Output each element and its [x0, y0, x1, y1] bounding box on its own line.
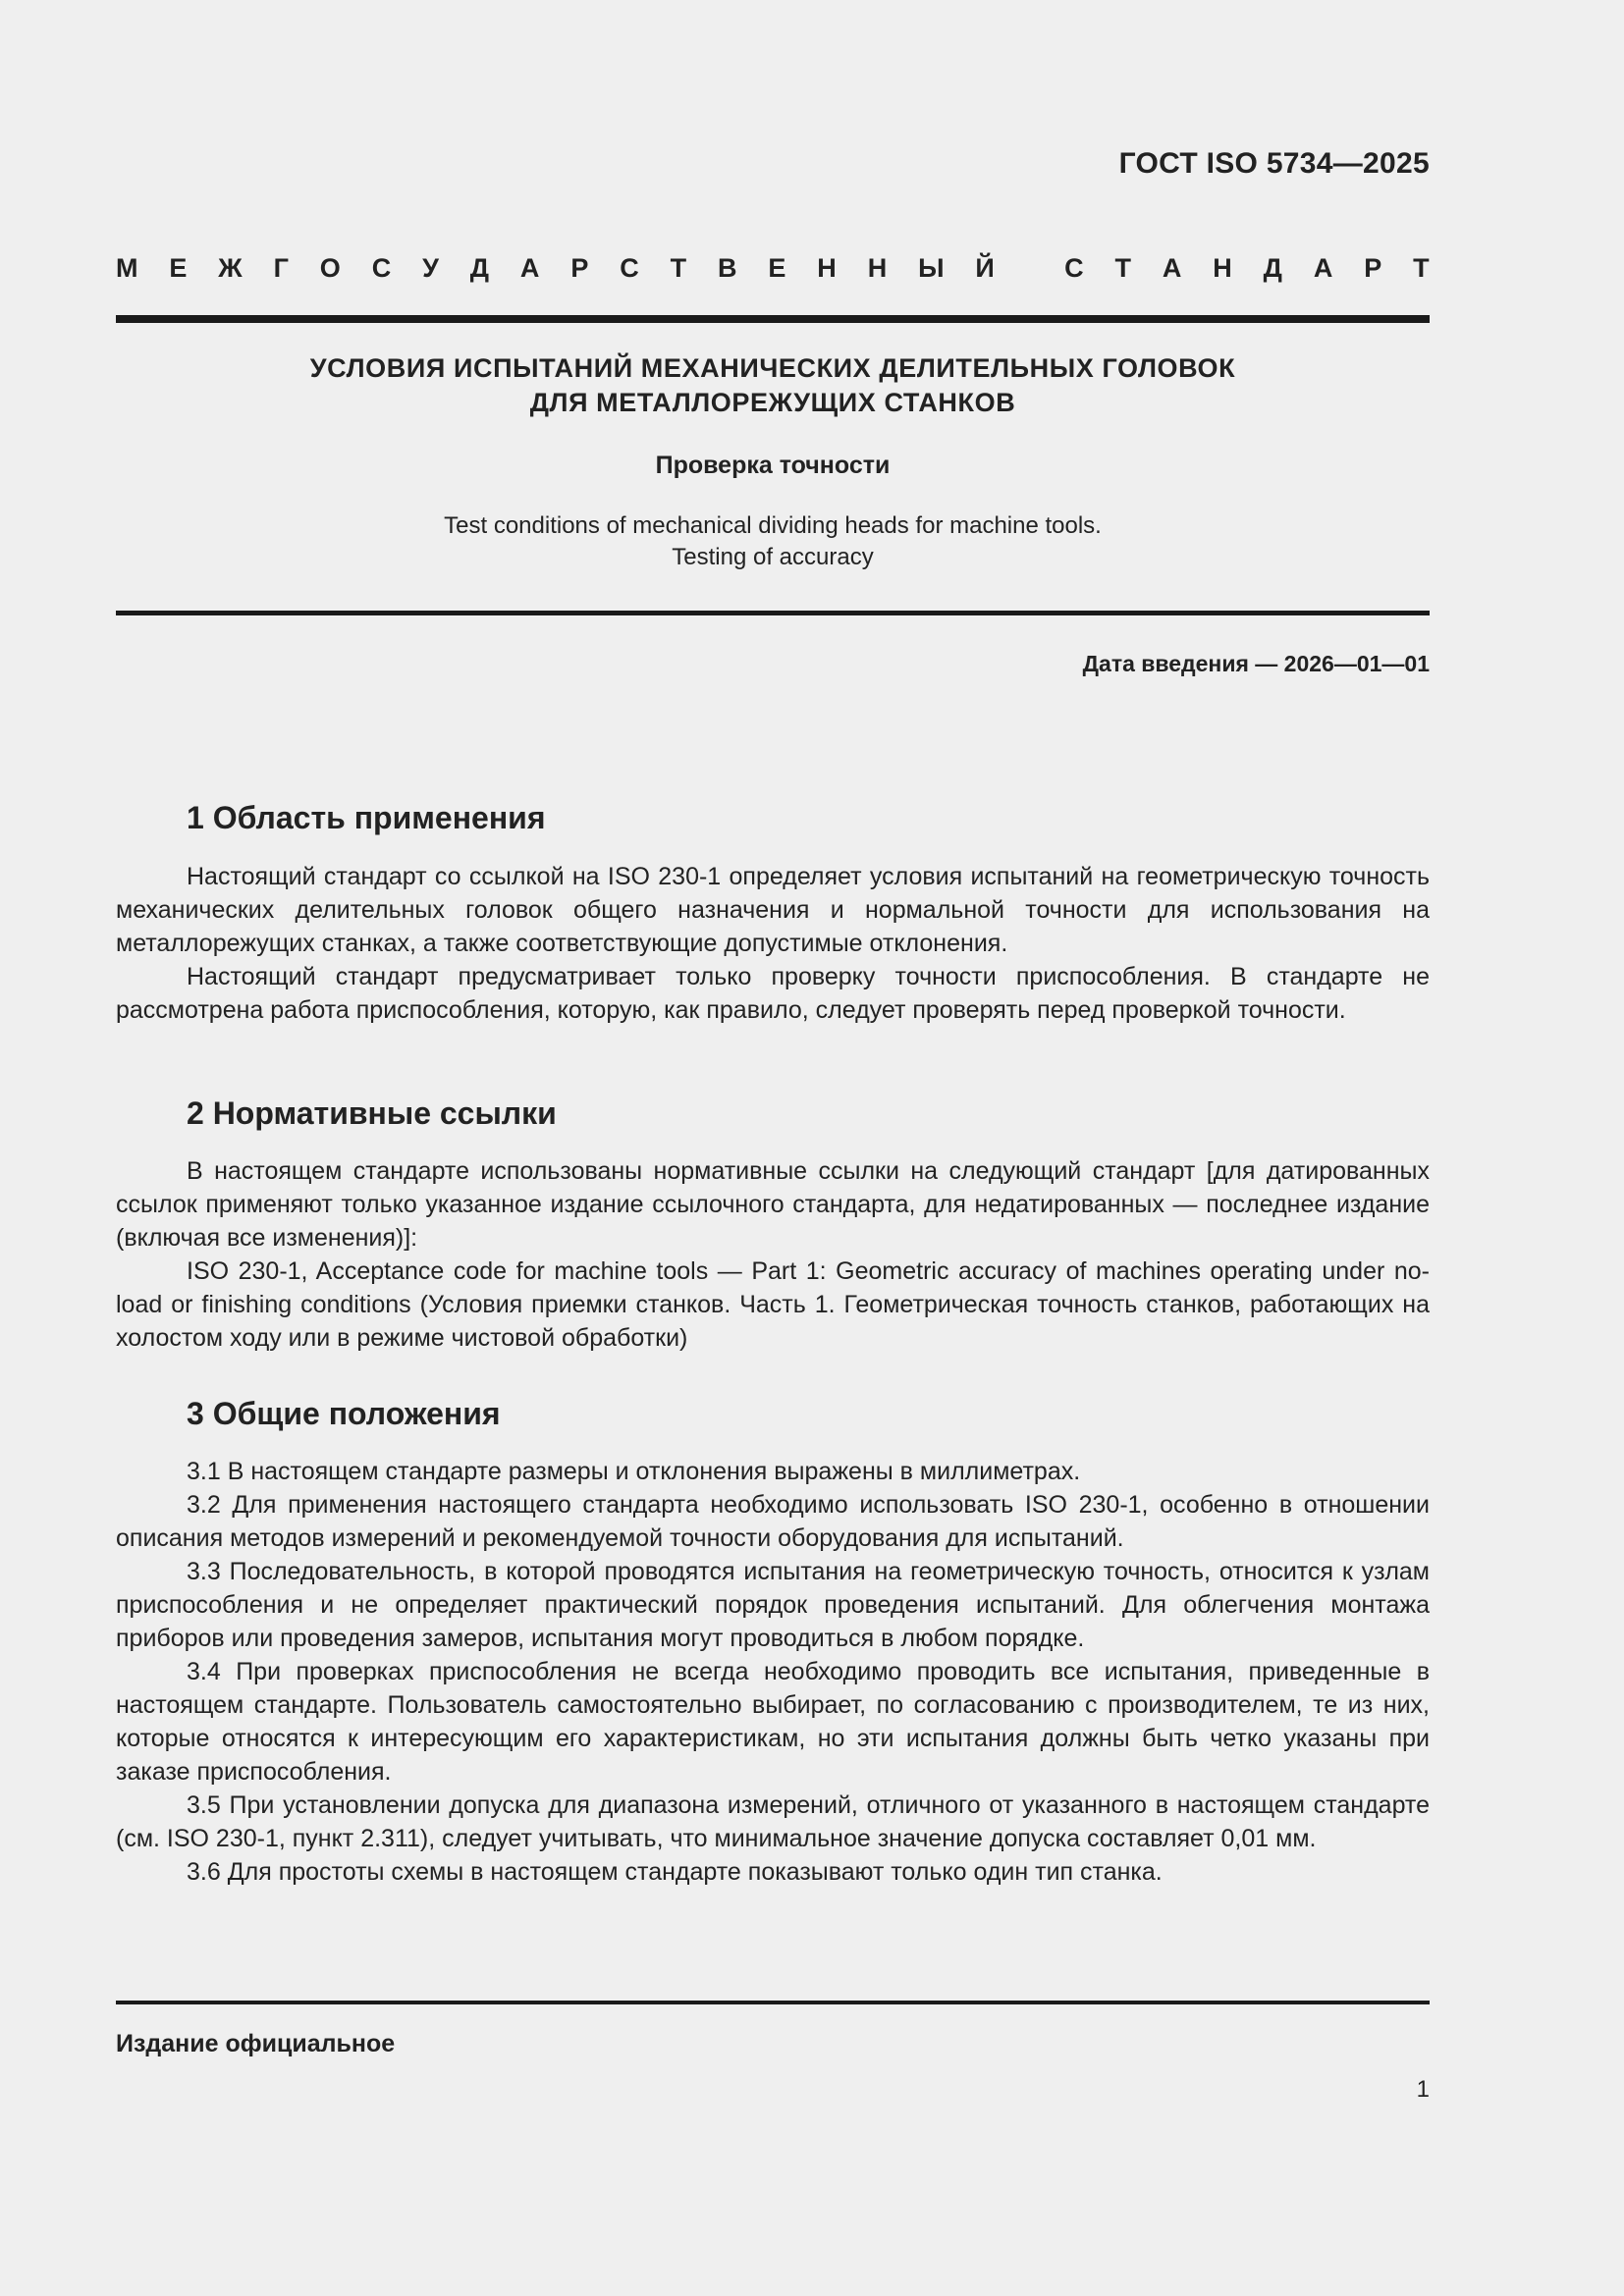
- header-divider: [116, 315, 1430, 323]
- clause-3-6: 3.6 Для простоты схемы в настоящем стандарте показывают только один тип станка.: [187, 1858, 1163, 1886]
- document-title: [116, 351, 1430, 420]
- standard-type-letter: Г: [273, 253, 289, 283]
- standard-type-letter: С: [620, 253, 639, 283]
- standard-type-letter: С: [1064, 253, 1084, 283]
- standard-type-letter: Т: [1413, 253, 1430, 283]
- footer-divider: [116, 2001, 1430, 2004]
- clause-3-1: 3.1 В настоящем стандарте размеры и отклонения выражены в миллиметрах.: [187, 1458, 1081, 1485]
- standard-type-letter: Т: [1114, 253, 1131, 283]
- standard-type-heading: [116, 253, 1430, 284]
- section-3-body: [116, 1455, 1430, 1889]
- title-divider: [116, 611, 1430, 615]
- section-1-paragraph-1: Настоящий стандарт со ссылкой на ISO 230-1 определяет условия испытаний на геометрическую точность механических делительных головок общего назначения и нормальной точности для использования на металлорежущих станках, а также соответствующие допустимые отклонения.: [116, 863, 1430, 957]
- standard-type-letter: [1026, 253, 1034, 284]
- clause-3-5: 3.5 При установлении допуска для диапазона измерений, отличного от указанного в настоящем стандарте (см. ISO 230-1, пункт 2.311), следует учитывать, что минимальное значение допуска составляет 0,01 мм.: [116, 1791, 1430, 1852]
- standard-type-letter: Р: [570, 253, 589, 283]
- standard-type-letter: Е: [768, 253, 786, 283]
- clause-3-4: 3.4 При проверках приспособления не всегда необходимо проводить все испытания, приведенные в настоящем стандарте. Пользователь самостоятельно выбирает, по согласованию с производителем, те из них, которые относятся к интересующим его характеристикам, но эти испытания должны быть четко указаны при заказе приспособления.: [116, 1658, 1430, 1786]
- english-title-line-1: Test conditions of mechanical dividing heads for machine tools.: [444, 512, 1102, 539]
- section-2-heading: 2 Нормативные ссылки: [187, 1095, 557, 1131]
- standard-type-letter: О: [319, 253, 341, 283]
- section-1-heading: 1 Область применения: [187, 800, 546, 835]
- section-1-body: [116, 860, 1430, 1027]
- standard-type-letter: Ы: [918, 253, 945, 283]
- standard-type-letter: Ж: [218, 253, 243, 283]
- standard-type-letter: А: [1162, 253, 1182, 283]
- section-2-paragraph-1: В настоящем стандарте использованы нормативные ссылки на следующий стандарт [для датированных ссылок применяют только указанное издание ссылочного стандарта, для недатированных — последнее издание (включая все изменения)]:: [116, 1157, 1430, 1252]
- document-subtitle: Проверка точности: [655, 452, 891, 479]
- standard-type-letter: А: [519, 253, 540, 283]
- standard-type-letter: Н: [817, 253, 837, 283]
- section-2-paragraph-2: ISO 230-1, Acceptance code for machine tools — Part 1: Geometric accuracy of machines operating under no-load or finishing conditions (Условия приемки станков. Часть 1. Геометрическая точность станков, работающих на холостом ходу или в режиме чистовой обработки): [116, 1257, 1430, 1352]
- standard-type-letter: Н: [1213, 253, 1232, 283]
- document-number: ГОСТ ISO 5734—2025: [1118, 147, 1430, 180]
- standard-type-letter: Й: [975, 253, 995, 283]
- section-3-heading: 3 Общие положения: [187, 1396, 501, 1431]
- standard-type-letter: Р: [1364, 253, 1382, 283]
- english-title-line-2: Testing of accuracy: [672, 544, 874, 570]
- standard-type-letter: М: [116, 253, 138, 283]
- standard-type-letter: С: [371, 253, 392, 283]
- english-title: [116, 510, 1430, 573]
- standard-type-letter: Е: [169, 253, 188, 283]
- standard-type-letter: Т: [670, 253, 687, 283]
- title-line-2: ДЛЯ МЕТАЛЛОРЕЖУЩИХ СТАНКОВ: [529, 388, 1016, 417]
- standard-type-letter: У: [422, 253, 439, 283]
- standard-type-letter: Д: [1263, 253, 1282, 283]
- title-line-1: УСЛОВИЯ ИСПЫТАНИЙ МЕХАНИЧЕСКИХ ДЕЛИТЕЛЬНЫХ ГОЛОВОК: [309, 353, 1236, 383]
- effective-date: Дата введения — 2026—01—01: [1082, 651, 1430, 676]
- official-edition-label: Издание официальное: [116, 2030, 396, 2057]
- standard-type-letter: Д: [469, 253, 490, 283]
- standard-type-letter: В: [718, 253, 737, 283]
- section-2-body: [116, 1154, 1430, 1355]
- standard-type-letter: Н: [867, 253, 888, 283]
- page-number: 1: [1416, 2076, 1430, 2103]
- clause-3-2: 3.2 Для применения настоящего стандарта необходимо использовать ISO 230-1, особенно в отношении описания методов измерений и рекомендуемой точности оборудования для испытаний.: [116, 1491, 1430, 1552]
- section-1-paragraph-2: Настоящий стандарт предусматривает только проверку точности приспособления. В стандарте не рассмотрена работа приспособления, которую, как правило, следует проверять перед проверкой точности.: [116, 963, 1430, 1024]
- clause-3-3: 3.3 Последовательность, в которой проводятся испытания на геометрическую точность, относится к узлам приспособления и не определяет практический порядок проведения испытаний. Для облегчения монтажа приборов или проведения замеров, испытания могут проводиться в любом порядке.: [116, 1558, 1430, 1652]
- standard-type-letter: А: [1313, 253, 1333, 283]
